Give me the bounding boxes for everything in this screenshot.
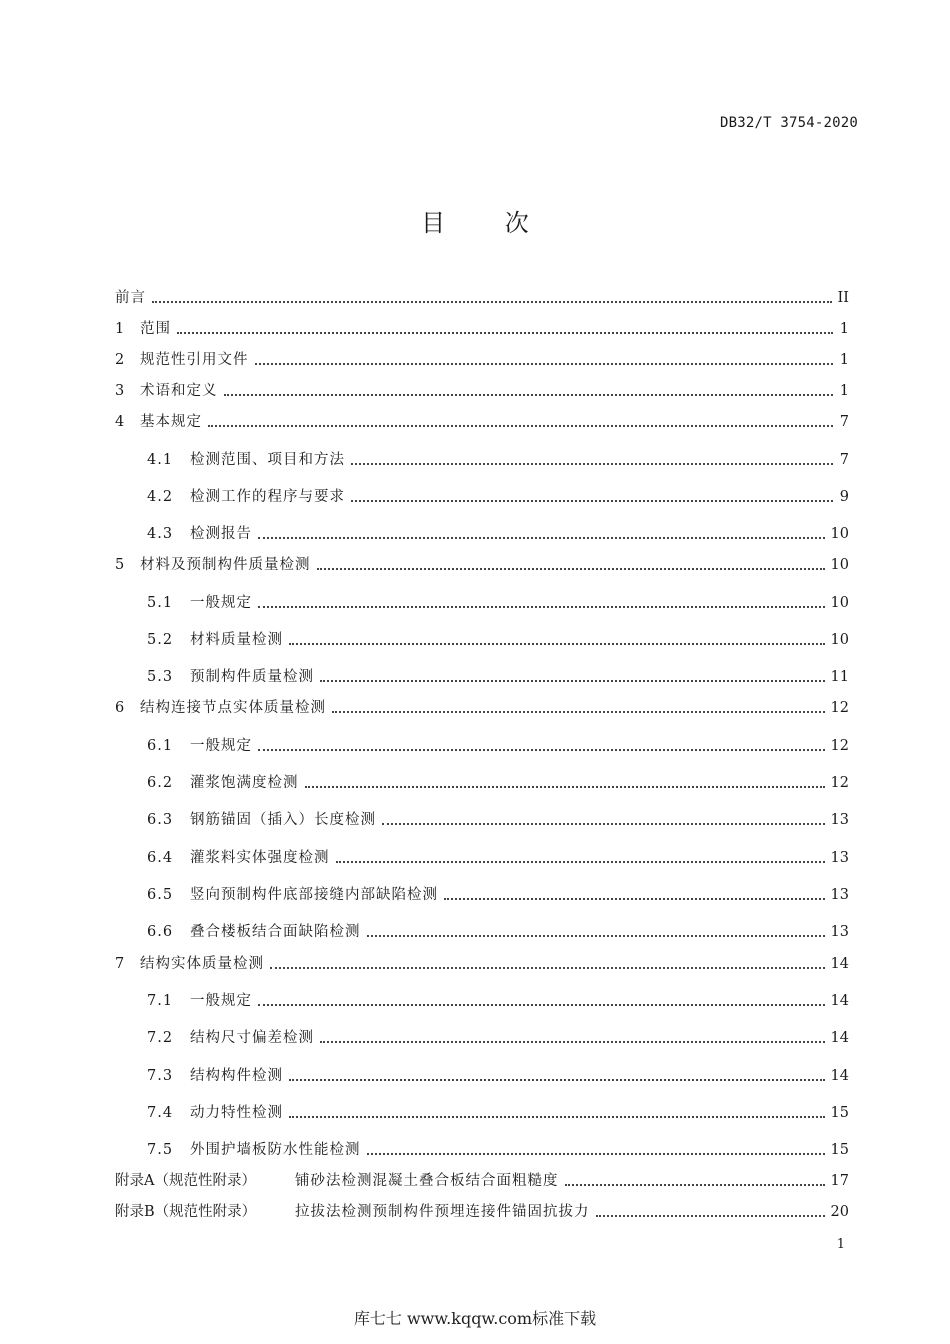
toc-entry[interactable]: [115, 554, 849, 576]
toc-entry[interactable]: [147, 921, 849, 943]
toc-dot-leader: [320, 680, 825, 682]
toc-entry-title: 预制构件质量检测: [190, 669, 314, 685]
toc-entry[interactable]: [147, 1102, 849, 1124]
toc-entry[interactable]: [115, 411, 849, 433]
toc-entry-title: 前言: [115, 290, 146, 306]
document-code: DB32/T 3754-2020: [719, 115, 858, 131]
toc-dot-leader: [336, 861, 825, 863]
toc-entry-title: 范围: [140, 321, 171, 337]
toc-entry-page: 14: [830, 1030, 849, 1046]
toc-entry-page: 14: [830, 956, 849, 972]
toc-entry[interactable]: [147, 1027, 849, 1049]
toc-entry-number: 5: [115, 557, 125, 573]
toc-entry[interactable]: [147, 1065, 849, 1087]
toc-entry[interactable]: [115, 349, 849, 371]
toc-dot-leader: [367, 1153, 825, 1155]
toc-entry-page: 1: [839, 321, 849, 337]
toc-dot-leader: [152, 301, 832, 303]
toc-entry-page: 17: [830, 1173, 849, 1189]
toc-entry-title: 结构实体质量检测: [140, 956, 264, 972]
toc-dot-leader: [208, 425, 833, 427]
toc-entry[interactable]: [147, 629, 849, 651]
toc-entry-title: 基本规定: [140, 414, 202, 430]
toc-entry-number: 7.5: [147, 1142, 174, 1158]
toc-entry-page: 9: [839, 489, 849, 505]
toc-entry-number: 6.5: [147, 887, 174, 903]
toc-entry-page: 10: [830, 526, 849, 542]
toc-entry-number: 6.3: [147, 812, 174, 828]
page-number: 1: [836, 1237, 845, 1252]
toc-entry[interactable]: [147, 523, 849, 545]
toc-entry-number: 4.2: [147, 489, 174, 505]
toc-entry-number: 4.1: [147, 452, 174, 468]
toc-dot-leader: [596, 1215, 825, 1217]
toc-entry-page: 15: [830, 1105, 849, 1121]
toc-entry-number: 6.6: [147, 924, 174, 940]
toc-entry-page: 13: [830, 924, 849, 940]
toc-dot-leader: [444, 898, 825, 900]
toc-entry-number: 附录B（规范性附录）: [115, 1204, 257, 1220]
toc-entry-page: 12: [830, 700, 849, 716]
toc-entry-title: 检测报告: [190, 526, 252, 542]
toc-entry-page: 15: [830, 1142, 849, 1158]
toc-entry-page: 12: [830, 775, 849, 791]
toc-entry-page: 13: [830, 812, 849, 828]
toc-entry-page: 1: [839, 352, 849, 368]
toc-entry[interactable]: [147, 772, 849, 794]
toc-entry-title: 材料质量检测: [190, 632, 283, 648]
toc-dot-leader: [289, 1079, 825, 1081]
toc-entry[interactable]: [115, 318, 849, 340]
toc-entry[interactable]: [115, 1170, 849, 1192]
toc-entry-number: 7.2: [147, 1030, 174, 1046]
toc-entry[interactable]: [147, 666, 849, 688]
toc-entry-number: 1: [115, 321, 125, 337]
toc-entry-page: 14: [830, 993, 849, 1009]
toc-dot-leader: [224, 394, 834, 396]
toc-dot-leader: [351, 500, 833, 502]
page-title: 目 次: [421, 209, 555, 237]
toc-entry-number: 6.4: [147, 850, 174, 866]
toc-entry-number: 7: [115, 956, 125, 972]
toc-entry-page: 10: [830, 632, 849, 648]
toc-entry-title: 规范性引用文件: [140, 352, 249, 368]
toc-entry-number: 附录A（规范性附录）: [115, 1173, 256, 1189]
toc-dot-leader: [305, 786, 825, 788]
toc-entry[interactable]: [147, 592, 849, 614]
toc-entry-title: 叠合楼板结合面缺陷检测: [190, 924, 361, 940]
toc-entry[interactable]: [147, 486, 849, 508]
toc-entry-number: 6: [115, 700, 125, 716]
toc-dot-leader: [255, 363, 834, 365]
toc-entry[interactable]: [147, 735, 849, 757]
toc-entry[interactable]: [115, 380, 849, 402]
toc-dot-leader: [351, 463, 833, 465]
toc-entry-title: 结构尺寸偏差检测: [190, 1030, 314, 1046]
toc-entry-page: 12: [830, 738, 849, 754]
toc-entry-title: 一般规定: [190, 595, 252, 611]
toc-entry-title: 灌浆料实体强度检测: [190, 850, 330, 866]
toc-entry-number: 7.3: [147, 1068, 174, 1084]
toc-entry[interactable]: [147, 847, 849, 869]
toc-dot-leader: [270, 967, 825, 969]
toc-dot-leader: [289, 1116, 825, 1118]
toc-entry-number: 4: [115, 414, 125, 430]
toc-entry[interactable]: [115, 953, 849, 975]
toc-entry-page: 10: [830, 557, 849, 573]
toc-dot-leader: [382, 823, 825, 825]
toc-entry-number: 3: [115, 383, 125, 399]
toc-entry-title: 一般规定: [190, 738, 252, 754]
toc-entry-title: 材料及预制构件质量检测: [140, 557, 311, 573]
toc-entry[interactable]: [147, 449, 849, 471]
toc-entry-page: 13: [830, 887, 849, 903]
toc-entry-title: 一般规定: [190, 993, 252, 1009]
toc-entry-title: 灌浆饱满度检测: [190, 775, 299, 791]
toc-dot-leader: [320, 1041, 825, 1043]
toc-entry[interactable]: [147, 884, 849, 906]
toc-entry[interactable]: [115, 1201, 849, 1223]
toc-dot-leader: [177, 332, 833, 334]
toc-entry-title: 外围护墙板防水性能检测: [190, 1142, 361, 1158]
toc-entry-page: 14: [830, 1068, 849, 1084]
toc-entry-number: 5.1: [147, 595, 174, 611]
toc-entry-page: II: [837, 290, 849, 306]
toc-entry-page: 10: [830, 595, 849, 611]
toc-dot-leader: [258, 606, 825, 608]
toc-entry-page: 7: [839, 452, 849, 468]
toc-entry-number: 7.1: [147, 993, 174, 1009]
toc-entry-number: 4.3: [147, 526, 174, 542]
toc-entry-number: 2: [115, 352, 125, 368]
toc-entry-title: 钢筋锚固（插入）长度检测: [190, 812, 376, 828]
toc-dot-leader: [258, 1004, 825, 1006]
toc-entry-page: 13: [830, 850, 849, 866]
toc-entry-title: 术语和定义: [140, 383, 218, 399]
toc-dot-leader: [289, 643, 825, 645]
toc-entry[interactable]: [147, 809, 849, 831]
toc-entry-title: 结构构件检测: [190, 1068, 283, 1084]
toc-entry-number: 6.2: [147, 775, 174, 791]
toc-dot-leader: [317, 568, 825, 570]
toc-entry-page: 1: [839, 383, 849, 399]
toc-entry-number: 6.1: [147, 738, 174, 754]
toc-entry-page: 11: [830, 669, 849, 685]
toc-entry-title: 竖向预制构件底部接缝内部缺陷检测: [190, 887, 438, 903]
toc-entry[interactable]: [115, 697, 849, 719]
toc-entry-number: 7.4: [147, 1105, 174, 1121]
toc-entry-title: 铺砂法检测混凝土叠合板结合面粗糙度: [295, 1173, 559, 1189]
toc-entry-number: 5.2: [147, 632, 174, 648]
toc-dot-leader: [332, 711, 825, 713]
toc-entry-title: 拉拔法检测预制构件预埋连接件锚固抗拔力: [295, 1204, 590, 1220]
toc-dot-leader: [367, 935, 825, 937]
toc-entry-page: 20: [830, 1204, 849, 1220]
toc-dot-leader: [258, 749, 825, 751]
toc-dot-leader: [565, 1184, 825, 1186]
toc-dot-leader: [258, 537, 825, 539]
toc-entry[interactable]: [115, 287, 849, 309]
toc-entry-page: 7: [839, 414, 849, 430]
toc-entry[interactable]: [147, 990, 849, 1012]
toc-entry[interactable]: [147, 1139, 849, 1161]
toc-entry-title: 动力特性检测: [190, 1105, 283, 1121]
footer-watermark: 库七七 www.kqqw.com标准下载: [353, 1309, 597, 1328]
toc-entry-title: 结构连接节点实体质量检测: [140, 700, 326, 716]
toc-entry-title: 检测范围、项目和方法: [190, 452, 345, 468]
toc-entry-number: 5.3: [147, 669, 174, 685]
toc-entry-title: 检测工作的程序与要求: [190, 489, 345, 505]
